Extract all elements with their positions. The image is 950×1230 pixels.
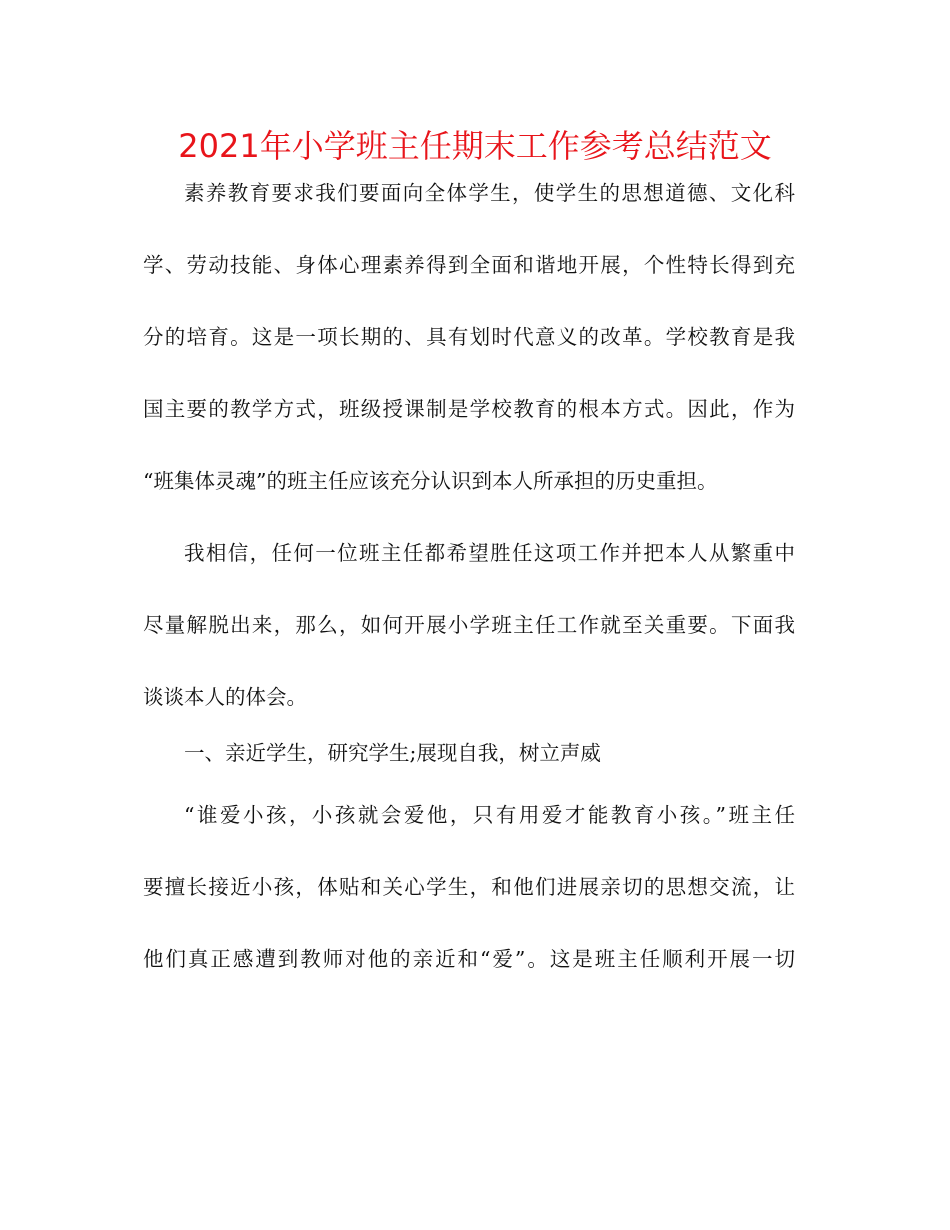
- paragraph-line: 谈谈本人的体会。: [143, 685, 307, 709]
- paragraph-line: 分的培育。这是一项长期的、具有划时代意义的改革。学校教育是我: [143, 325, 795, 349]
- paragraph-line: 要擅长接近小孩，体贴和关心学生，和他们进展亲切的思想交流，让: [143, 875, 795, 899]
- paragraph-line: 国主要的教学方式，班级授课制是学校教育的根本方式。因此，作为: [143, 397, 795, 421]
- section-heading: 一、亲近学生，研究学生;展现自我，树立声威: [184, 741, 601, 765]
- paragraph-line: “谁爱小孩，小孩就会爱他，只有用爱才能教育小孩。”班主任: [184, 803, 795, 827]
- paragraph-line: 我相信，任何一位班主任都希望胜任这项工作并把本人从繁重中: [184, 541, 795, 565]
- paragraph-line: 素养教育要求我们要面向全体学生，使学生的思想道德、文化科: [184, 181, 795, 205]
- paragraph-line: 学、劳动技能、身体心理素养得到全面和谐地开展，个性特长得到充: [143, 253, 795, 277]
- paragraph-line: “班集体灵魂”的班主任应该充分认识到本人所承担的历史重担。: [143, 469, 718, 493]
- paragraph-line: 尽量解脱出来，那么，如何开展小学班主任工作就至关重要。下面我: [143, 613, 795, 637]
- document-title: 2021年小学班主任期末工作参考总结范文: [178, 127, 772, 165]
- paragraph-line: 他们真正感遭到教师对他的亲近和“爱”。这是班主任顺利开展一切: [143, 947, 795, 971]
